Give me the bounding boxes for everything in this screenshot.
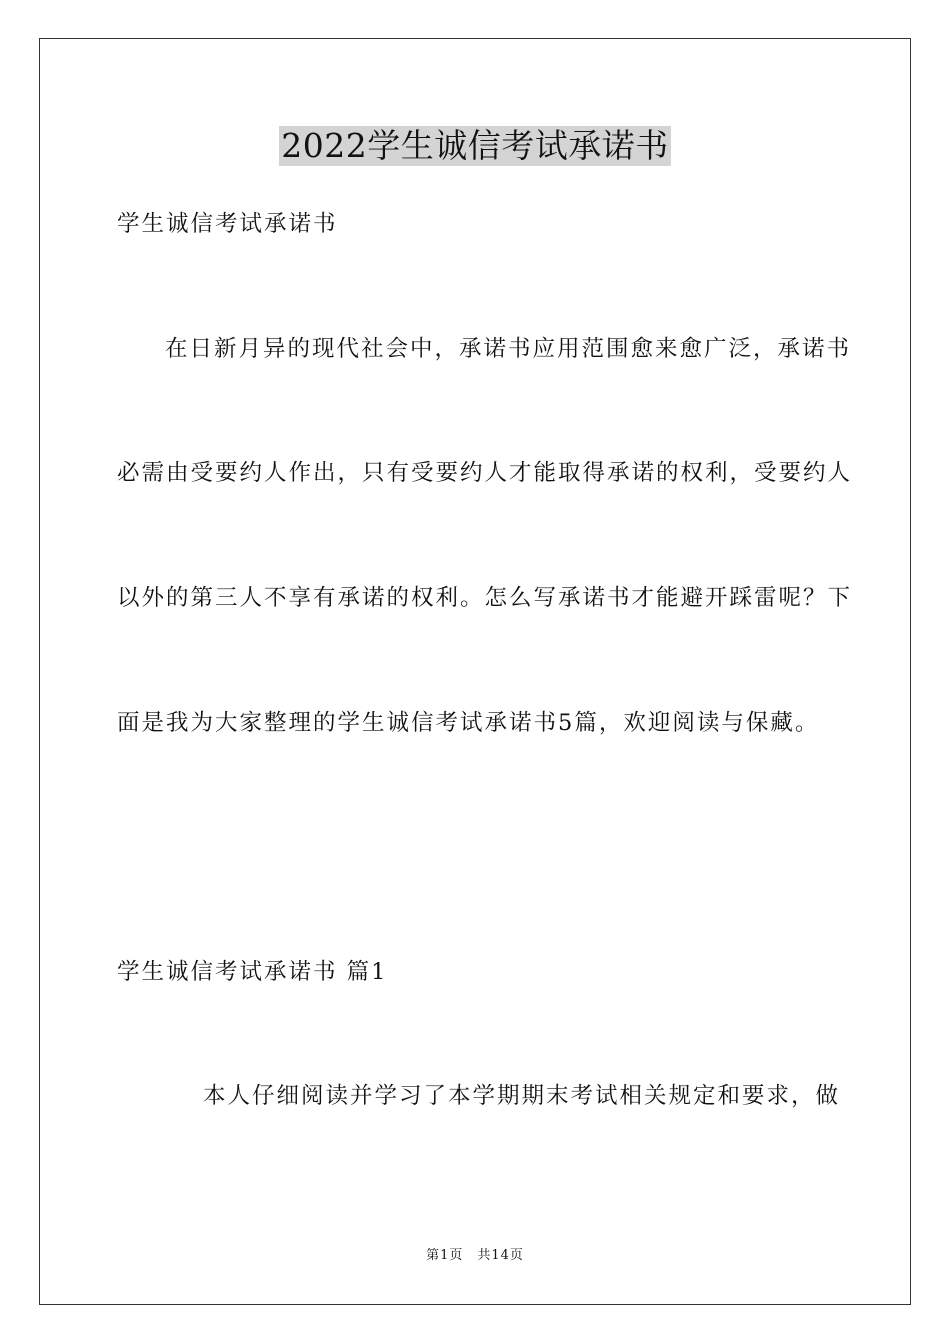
section-line-1: 本人仔细阅读并学习了本学期期末考试相关规定和要求，做 [203, 1083, 841, 1109]
intro-line-2: 必需由受要约人作出，只有受要约人才能取得承诺的权利，受要约人 [117, 460, 853, 486]
section-heading: 学生诚信考试承诺书 篇1 [117, 959, 388, 985]
intro-line-1: 在日新月异的现代社会中，承诺书应用范围愈来愈广泛，承诺书 [165, 336, 852, 362]
intro-line-3: 以外的第三人不享有承诺的权利。怎么写承诺书才能避开踩雷呢？下 [117, 585, 853, 611]
title-container [0, 126, 950, 166]
intro-line-4: 面是我为大家整理的学生诚信考试承诺书5篇，欢迎阅读与保藏。 [117, 710, 820, 736]
document-subtitle: 学生诚信考试承诺书 [117, 211, 338, 237]
page-number-footer: 第1页 共14页 [426, 1248, 524, 1263]
document-title: 2022学生诚信考试承诺书 [281, 126, 669, 165]
